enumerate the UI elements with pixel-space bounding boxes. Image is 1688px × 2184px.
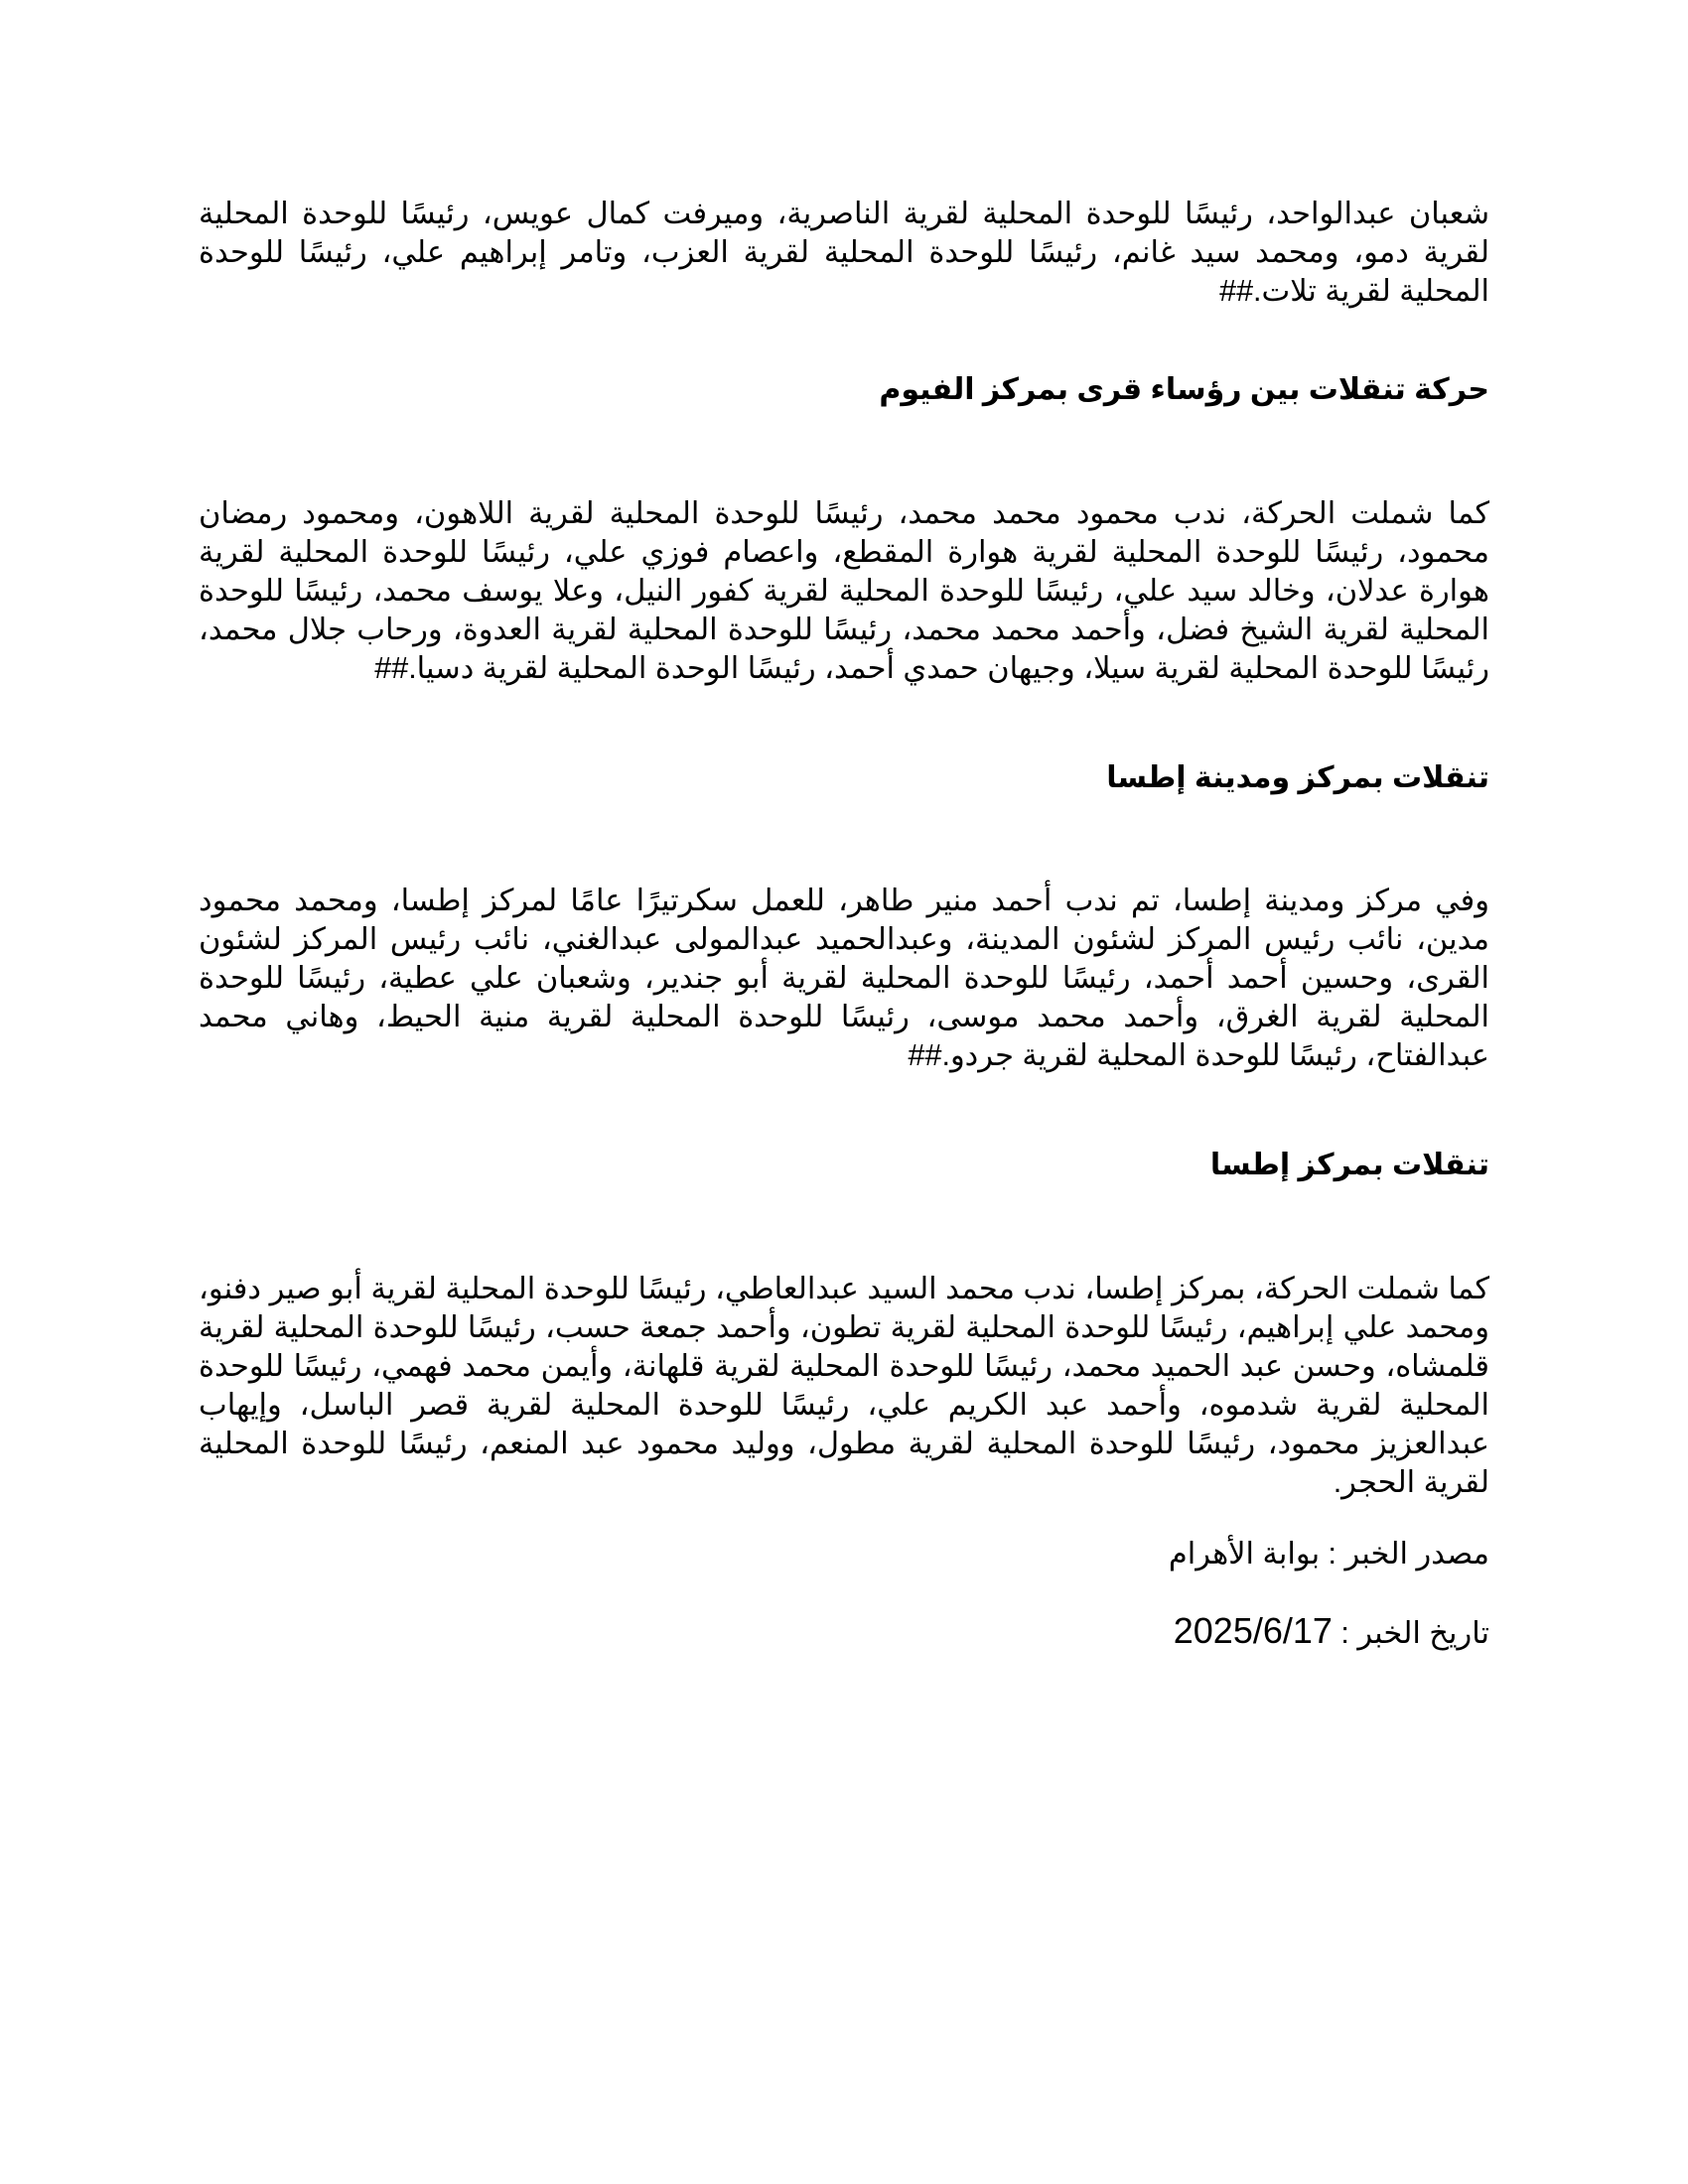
news-source-value: بوابة الأهرام	[1168, 1537, 1321, 1570]
heading-itsa-center-transfers: تنقلات بمركز إطسا	[1209, 1149, 1489, 1181]
paragraph-village-heads-end: شعبان عبدالواحد، رئيسًا للوحدة المحلية لقرية الناصرية، وميرفت كمال عويس، رئيسًا للوحدة المحلية لقرية دمو، ومحمد سيد غانم، رئيسًا للوحدة المحلية لقرية العزب، وتامر إبراهيم علي، رئيسًا للوحدة المحلية لقرية تلات.##	[199, 197, 1489, 308]
news-source-label: مصدر الخبر :	[1320, 1537, 1489, 1570]
news-date-label: تاريخ الخبر :	[1332, 1616, 1489, 1650]
paragraph-fayoum-transfers: كما شملت الحركة، ندب محمود محمد محمد، رئيسًا للوحدة المحلية لقرية اللاهون، ومحمود رمضان محمود، رئيسًا للوحدة المحلية لقرية هوارة المقطع، واعصام فوزي علي، رئيسًا للوحدة المحلية لقرية هوارة عدلان، وخالد سيد علي، رئيسًا للوحدة المحلية لقرية كفور النيل، وعلا يوسف محمد، رئيسًا للوحدة المحلية لقرية الشيخ فضل، وأحمد محمد محمد، رئيسًا للوحدة المحلية لقرية العدوة، ورحاب جلال محمد، رئيسًا للوحدة المحلية لقرية سيلا، وجيهان حمدي أحمد، رئيسًا الوحدة المحلية لقرية دسيا.##	[199, 496, 1489, 685]
heading-itsa-city-transfers: تنقلات بمركز ومدينة إطسا	[1106, 761, 1489, 794]
heading-fayoum-transfers: حركة تنقلات بين رؤساء قرى بمركز الفيوم	[879, 373, 1489, 406]
news-source-line	[199, 1534, 1489, 1573]
news-date-value: 2025/6/17	[1173, 1610, 1333, 1651]
news-date-line	[199, 1611, 1489, 1653]
paragraph-itsa-city-transfers: وفي مركز ومدينة إطسا، تم ندب أحمد منير طاهر، للعمل سكرتيرًا عامًا لمركز إطسا، ومحمد محمود مدين، نائب رئيس المركز لشئون المدينة، وعبدالحميد عبدالمولى عبدالغني، نائب رئيس المركز لشئون القرى، وحسين أحمد أحمد، رئيسًا للوحدة المحلية لقرية أبو جندير، وشعبان علي عطية، رئيسًا للوحدة المحلية لقرية الغرق، وأحمد محمد موسى، رئيسًا للوحدة المحلية لقرية منية الحيط، وهاني محمد عبدالفتاح، رئيسًا للوحدة المحلية لقرية جردو.##	[199, 884, 1489, 1072]
document-page	[199, 0, 1489, 2184]
paragraph-itsa-center-transfers: كما شملت الحركة، بمركز إطسا، ندب محمد السيد عبدالعاطي، رئيسًا للوحدة المحلية لقرية أبو صير دفنو، ومحمد علي إبراهيم، رئيسًا للوحدة المحلية لقرية تطون، وأحمد جمعة حسب، رئيسًا للوحدة المحلية لقرية قلمشاه، وحسن عبد الحميد محمد، رئيسًا للوحدة المحلية لقرية قلهانة، وأيمن محمد فهمي، رئيسًا للوحدة المحلية لقرية شدموه، وأحمد عبد الكريم علي، رئيسًا للوحدة المحلية لقرية قصر الباسل، وإيهاب عبدالعزيز محمود، رئيسًا للوحدة المحلية لقرية مطول، ووليد محمود عبد المنعم، رئيسًا للوحدة المحلية لقرية الحجر.	[199, 1272, 1489, 1499]
